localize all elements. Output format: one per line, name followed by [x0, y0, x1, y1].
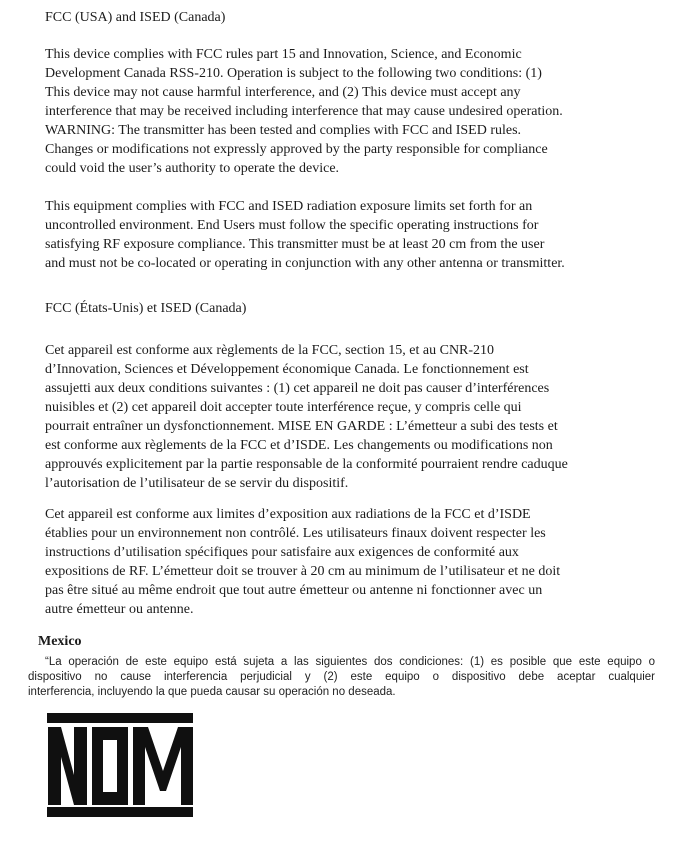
text-line: l’autorisation de l’utilisateur de se servir du dispositif.	[45, 476, 349, 491]
text-line: expositions de RF. L’émetteur doit se trouver à 20 cm au minimum de l’utilisateur et ne doit	[45, 564, 561, 579]
text-line: Changes or modifications not expressly approved by the party responsible for compliance	[45, 142, 548, 157]
text-line: This device complies with FCC rules part 15 and Innovation, Science, and Economic	[45, 47, 522, 62]
text-line: interferencia, incluyendo la que pueda causar su operación no deseada.	[28, 686, 396, 698]
text-line: could void the user’s authority to operate the device.	[45, 161, 340, 176]
text-line: satisfying RF exposure compliance. This transmitter must be at least 20 cm from the user	[45, 237, 545, 252]
text-line: uncontrolled environment. End Users must follow the specific operating instructions for	[45, 218, 539, 233]
text-line: assujetti aux deux conditions suivantes : (1) cet appareil ne doit pas causer d’interférences	[45, 381, 550, 396]
text-line: nuisibles et (2) cet appareil doit accepter toute interférence reçue, y compris celle qui	[45, 400, 522, 415]
text-line: Cet appareil est conforme aux limites d’exposition aux radiations de la FCC et d’ISDE	[45, 507, 531, 522]
text-line: approuvés explicitement par la partie responsable de la conformité pourraient rendre caduque	[45, 457, 568, 472]
paragraph-fcc-fr-compliance	[45, 341, 684, 493]
section-heading-fcc-fr: FCC (États-Unis) et ISED (Canada)	[45, 301, 247, 316]
nom-logo-bottom-bar	[47, 807, 193, 817]
text-line: Development Canada RSS-210. Operation is subject to the following two conditions: (1)	[45, 66, 542, 81]
section-heading-fcc-en: FCC (USA) and ISED (Canada)	[45, 10, 226, 25]
text-line: instructions d’utilisation spécifiques pour satisfaire aux exigences de conformité aux	[45, 545, 519, 560]
text-line: “La operación de este equipo está sujeta a las siguientes dos condiciones: (1) es posible que este equipo o	[45, 656, 655, 668]
nom-letter-o	[92, 727, 128, 805]
nom-letter-n	[48, 727, 87, 805]
text-line: WARNING: The transmitter has been tested and complies with FCC and ISED rules.	[45, 123, 522, 138]
text-line: pas être situé au même endroit que tout autre émetteur ou antenne ni fonctionner avec un	[45, 583, 543, 598]
nom-letter-m	[133, 727, 193, 805]
text-line: dispositivo no cause interferencia perjudicial y (2) este equipo o dispositivo debe aceptar cualquier	[28, 671, 655, 683]
nom-certification-logo	[46, 713, 194, 817]
paragraph-fcc-fr-rf-exposure	[45, 505, 684, 619]
section-mexico	[0, 633, 684, 700]
text-line: pourrait entraîner un dysfonctionnement. MISE EN GARDE : L’émetteur a subi des tests et	[45, 419, 558, 434]
text-line: This device may not cause harmful interference, and (2) This device must accept any	[45, 85, 521, 100]
text-line: Cet appareil est conforme aux règlements de la FCC, section 15, et au CNR-210	[45, 343, 495, 358]
text-line: and must not be co-located or operating in conjunction with any other antenna or transmitter.	[45, 256, 565, 271]
text-line: est conforme aux règlements de la FCC et d’ISDE. Les changements ou modifications non	[45, 438, 553, 453]
section-heading-mexico: Mexico	[38, 634, 82, 649]
paragraph-mexico-spanish	[28, 655, 655, 700]
text-line: autre émetteur ou antenne.	[45, 602, 194, 617]
nom-logo-top-bar	[47, 713, 193, 723]
text-line: interference that may be received including interference that may cause undesired operation.	[45, 104, 563, 119]
paragraph-fcc-en-rf-exposure	[45, 197, 684, 273]
paragraph-fcc-en-compliance	[45, 45, 684, 178]
text-line: établies pour un environnement non contrôlé. Les utilisateurs finaux doivent respecter les	[45, 526, 546, 541]
section-fcc-en	[45, 8, 684, 273]
text-line: This equipment complies with FCC and ISED radiation exposure limits set forth for an	[45, 199, 533, 214]
section-fcc-fr	[45, 299, 684, 619]
text-line: d’Innovation, Sciences et Développement économique Canada. Le fonctionnement est	[45, 362, 529, 377]
